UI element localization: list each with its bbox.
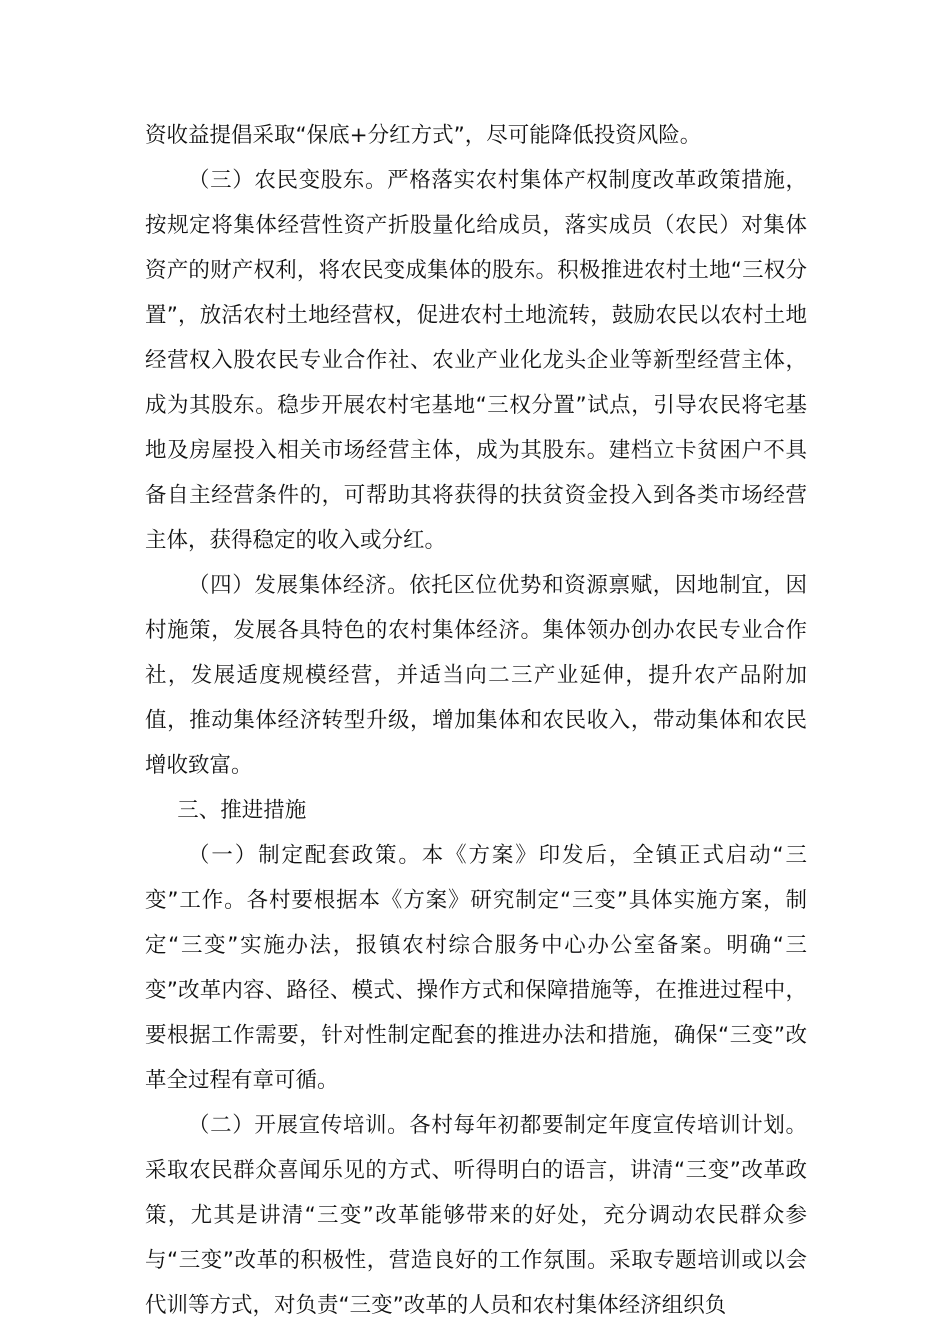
paragraph-supporting-policies: （一）制定配套政策。本《方案》印发后，全镇正式启动“三变”工作。各村要根据本《方案》研究制定“三变”具体实施方案，制定“三变”实施办法，报镇农村综合服务中心办公室备案。明确“三变”改革内容、路径、模式、操作方式和保障措施等，在推进过程中，要根据工作需要，针对性制定配套的推进办法和措施，确保“三变”改革全过程有章可循。 (145, 843, 807, 1093)
paragraph-publicity-training: （二）开展宣传培训。各村每年初都要制定年度宣传培训计划。采取农民群众喜闻乐见的方式、听得明白的语言，讲清“三变”改革政策，尤其是讲清“三变”改革能够带来的好处，充分调动农民群众参与“三变”改革的积极性，营造良好的工作氛围。采取专题培训或以会代训等方式，对负责“三变”改革的人员和农村集体经济组织负 (145, 1113, 807, 1318)
paragraph-continuation: 资收益提倡采取“保底+分红方式”，尽可能降低投资风险。 (145, 123, 702, 148)
document-body (145, 113, 807, 1328)
paragraph-collective-economy: （四）发展集体经济。依托区位优势和资源禀赋，因地制宜，因村施策，发展各具特色的农村集体经济。集体领办创办农民专业合作社，发展适度规模经营，并适当向二三产业延伸，提升农产品附加值，推动集体经济转型升级，增加集体和农民收入，带动集体和农民增收致富。 (145, 573, 807, 778)
section-heading-measures: 三、推进措施 (177, 798, 307, 823)
paragraph-farmers-become-shareholders: （三）农民变股东。严格落实农村集体产权制度改革政策措施，按规定将集体经营性资产折股量化给成员，落实成员（农民）对集体资产的财产权利，将农民变成集体的股东。积极推进农村土地“三权分置”，放活农村土地经营权，促进农村土地流转，鼓励农民以农村土地经营权入股农民专业合作社、农业产业化龙头企业等新型经营主体，成为其股东。稳步开展农村宅基地“三权分置”试点，引导农民将宅基地及房屋投入相关市场经营主体，成为其股东。建档立卡贫困户不具备自主经营条件的，可帮助其将获得的扶贫资金投入到各类市场经营主体，获得稳定的收入或分红。 (145, 168, 807, 553)
